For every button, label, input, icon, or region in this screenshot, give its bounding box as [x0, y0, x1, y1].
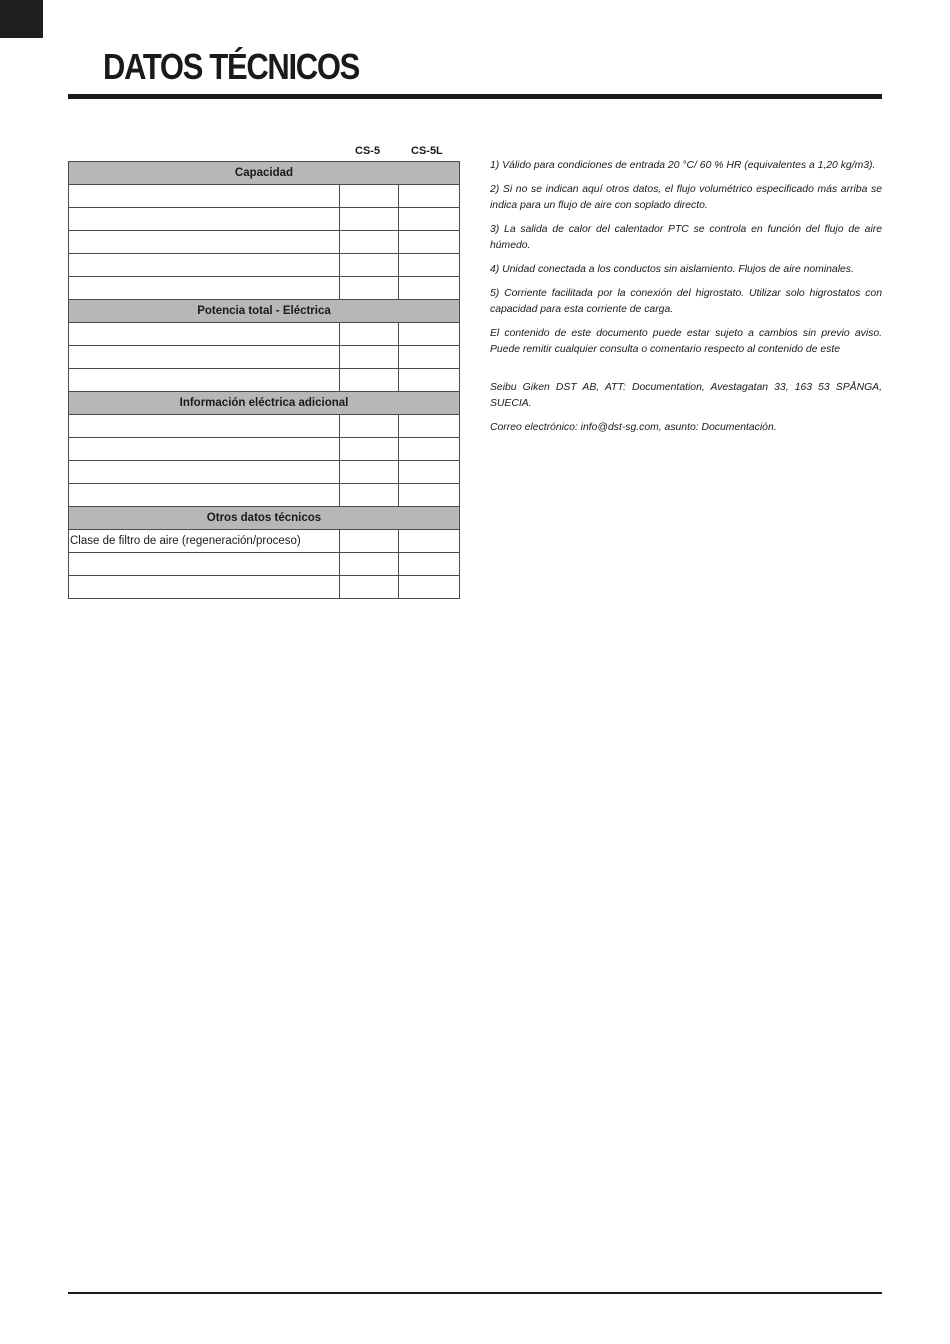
corner-tab [0, 0, 43, 38]
column-header-cs-5l: CS-5L [411, 145, 443, 157]
cell-cs-5l [399, 346, 460, 369]
cell-cs-5l [399, 415, 460, 438]
footnote-4: 4) Unidad conectada a los conductos sin aislamiento. Flujos de aire nominales. [490, 264, 854, 275]
row-label: Clase de filtro de aire (regeneración/proceso) [69, 530, 340, 553]
row-label [69, 484, 340, 507]
title-rule [68, 94, 882, 99]
cell-cs-5l [399, 576, 460, 599]
row-label [69, 277, 340, 300]
row-label [69, 323, 340, 346]
section-header-capacidad [69, 162, 460, 185]
cell-cs-5 [340, 323, 399, 346]
section-header-potencia [69, 300, 460, 323]
footnote-3: 3) La salida de calor del calentador PTC se controla en función del flujo de aire húmedo. [490, 224, 882, 251]
table-row [69, 576, 460, 599]
contact-address: Seibu Giken DST AB, ATT: Documentation, Avestagatan 33, 163 53 SPÅNGA, SUECIA. [490, 382, 882, 409]
row-label [69, 553, 340, 576]
table-row [69, 530, 460, 553]
cell-cs-5l [399, 438, 460, 461]
contact-email: Correo electrónico: info@dst-sg.com, asunto: Documentación. [490, 422, 777, 433]
cell-cs-5 [340, 553, 399, 576]
section-title: Información eléctrica adicional [69, 392, 460, 415]
cell-cs-5 [340, 438, 399, 461]
row-label [69, 438, 340, 461]
table-row [69, 185, 460, 208]
table-row [69, 277, 460, 300]
cell-cs-5 [340, 415, 399, 438]
cell-cs-5 [340, 185, 399, 208]
cell-cs-5 [340, 461, 399, 484]
cell-cs-5 [340, 530, 399, 553]
cell-cs-5l [399, 185, 460, 208]
cell-cs-5 [340, 346, 399, 369]
section-title: Capacidad [69, 162, 460, 185]
cell-cs-5 [340, 576, 399, 599]
row-label [69, 254, 340, 277]
cell-cs-5 [340, 484, 399, 507]
cell-cs-5l [399, 461, 460, 484]
table-row [69, 369, 460, 392]
disclaimer: El contenido de este documento puede estar sujeto a cambios sin previo aviso. Puede remitir cualquier consulta o comentario respecto al contenido de este [490, 328, 882, 355]
cell-cs-5l [399, 530, 460, 553]
page-title: DATOS TÉCNICOS [103, 46, 360, 87]
table-row [69, 254, 460, 277]
table-row [69, 553, 460, 576]
row-label [69, 415, 340, 438]
cell-cs-5l [399, 277, 460, 300]
section-title: Otros datos técnicos [69, 507, 460, 530]
row-label [69, 231, 340, 254]
section-header-otros-datos [69, 507, 460, 530]
row-label [69, 208, 340, 231]
cell-cs-5l [399, 254, 460, 277]
footnote-1: 1) Válido para condiciones de entrada 20 °C/ 60 % HR (equivalentes a 1,20 kg/m3). [490, 160, 876, 171]
section-title: Potencia total - Eléctrica [69, 300, 460, 323]
table-row [69, 461, 460, 484]
row-label [69, 185, 340, 208]
cell-cs-5 [340, 208, 399, 231]
cell-cs-5l [399, 369, 460, 392]
row-label [69, 346, 340, 369]
table-row [69, 208, 460, 231]
footnote-5: 5) Corriente facilitada por la conexión del higrostato. Utilizar solo higrostatos con capacidad para esta corriente de carga. [490, 288, 882, 315]
row-label [69, 576, 340, 599]
bottom-rule [68, 1292, 882, 1294]
section-header-informacion-electrica [69, 392, 460, 415]
table-row [69, 231, 460, 254]
specs-table [68, 161, 460, 599]
table-row [69, 484, 460, 507]
table-row [69, 415, 460, 438]
footnotes [490, 158, 882, 444]
cell-cs-5 [340, 369, 399, 392]
cell-cs-5 [340, 254, 399, 277]
cell-cs-5l [399, 553, 460, 576]
row-label [69, 461, 340, 484]
cell-cs-5 [340, 231, 399, 254]
cell-cs-5l [399, 231, 460, 254]
cell-cs-5 [340, 277, 399, 300]
table-row [69, 323, 460, 346]
cell-cs-5l [399, 484, 460, 507]
row-label [69, 369, 340, 392]
table-row [69, 346, 460, 369]
footnote-2: 2) Si no se indican aquí otros datos, el flujo volumétrico especificado más arriba se indica para un flujo de aire con soplado directo. [490, 184, 882, 211]
table-row [69, 438, 460, 461]
cell-cs-5l [399, 323, 460, 346]
cell-cs-5l [399, 208, 460, 231]
column-header-cs-5: CS-5 [355, 145, 381, 157]
